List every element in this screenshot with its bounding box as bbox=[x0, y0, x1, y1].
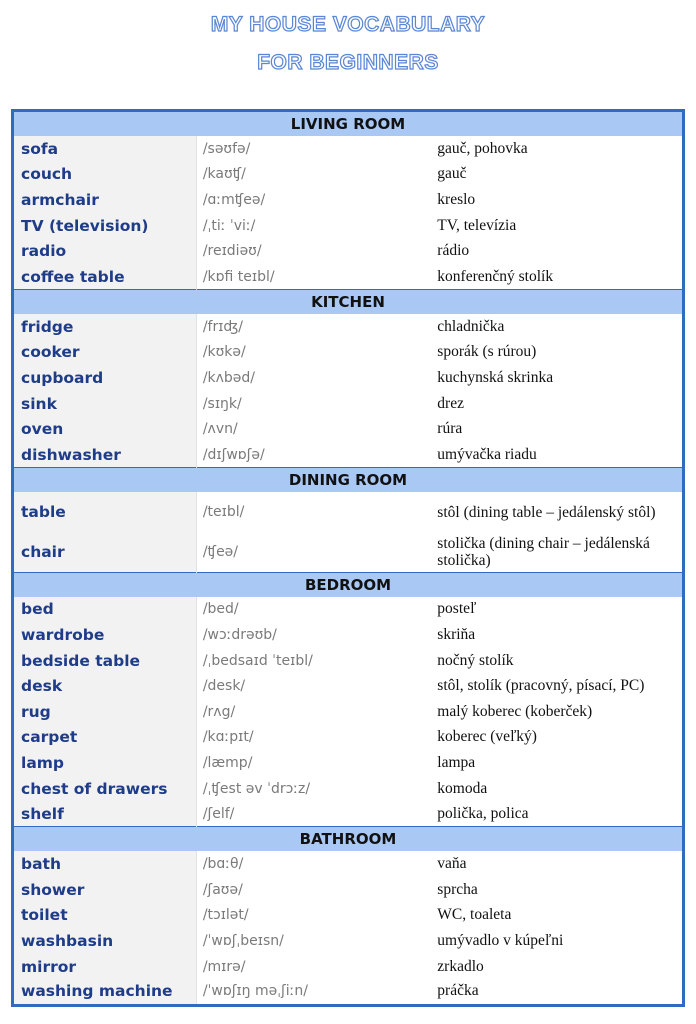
section-title: LIVING ROOM bbox=[13, 111, 684, 137]
pronunciation: /reɪdiəʊ/ bbox=[196, 238, 421, 264]
english-word: dishwasher bbox=[13, 442, 197, 468]
pronunciation: /dɪʃwɒʃə/ bbox=[196, 442, 421, 468]
pronunciation: /tɔɪlət/ bbox=[196, 903, 421, 929]
slovak-translation: komoda bbox=[437, 779, 488, 797]
pronunciation: /kɑːpɪt/ bbox=[196, 725, 421, 751]
slovak-translation: sprcha bbox=[437, 880, 478, 898]
english-word: coffee table bbox=[13, 264, 197, 290]
vocab-row bbox=[13, 416, 684, 442]
pronunciation: /bed/ bbox=[196, 597, 421, 623]
pronunciation: /ˌbedsaɪd ˈteɪbl/ bbox=[196, 648, 421, 674]
english-word: table bbox=[13, 492, 197, 532]
english-word: shelf bbox=[13, 801, 197, 827]
slovak-translation: umývačka riadu bbox=[437, 445, 537, 463]
pronunciation: /sɪŋk/ bbox=[196, 391, 421, 417]
slovak-translation: kuchynská skrinka bbox=[437, 369, 554, 387]
english-word: radio bbox=[13, 238, 197, 264]
english-word: washbasin bbox=[13, 928, 197, 954]
slovak-translation: polička, polica bbox=[437, 804, 529, 822]
slovak-translation: koberec (veľký) bbox=[437, 728, 537, 746]
section-title: KITCHEN bbox=[13, 290, 684, 315]
slovak-translation: kreslo bbox=[437, 190, 476, 208]
section-header bbox=[13, 290, 684, 315]
slovak-translation: malý koberec (koberček) bbox=[437, 702, 593, 720]
slovak-translation: vaňa bbox=[437, 855, 467, 873]
english-word: bath bbox=[13, 851, 197, 877]
pronunciation: /ʃelf/ bbox=[196, 801, 421, 827]
vocab-row bbox=[13, 532, 684, 572]
english-word: washing machine bbox=[13, 979, 197, 1005]
vocabulary-table-body bbox=[13, 111, 684, 1006]
slovak-translation: sporák (s rúrou) bbox=[437, 343, 537, 361]
english-word: bed bbox=[13, 597, 197, 623]
vocab-row bbox=[13, 391, 684, 417]
section-header bbox=[13, 468, 684, 493]
english-word: fridge bbox=[13, 314, 197, 340]
vocab-row bbox=[13, 673, 684, 699]
slovak-translation: chladnička bbox=[437, 317, 505, 335]
vocab-row bbox=[13, 648, 684, 674]
pronunciation: /ˌʧest əv ˈdrɔːz/ bbox=[196, 776, 421, 802]
slovak-translation: stôl, stolík (pracovný, písací, PC) bbox=[437, 677, 645, 695]
slovak-translation: práčka bbox=[437, 982, 479, 1000]
vocab-row bbox=[13, 750, 684, 776]
pronunciation: /ʌvn/ bbox=[196, 416, 421, 442]
slovak-translation: zrkadlo bbox=[437, 957, 484, 975]
english-word: shower bbox=[13, 877, 197, 903]
page-title-line-2: FOR BEGINNERS bbox=[257, 51, 439, 74]
english-word: sink bbox=[13, 391, 197, 417]
section-header bbox=[13, 111, 684, 137]
vocab-row bbox=[13, 776, 684, 802]
english-word: chest of drawers bbox=[13, 776, 197, 802]
vocab-row bbox=[13, 622, 684, 648]
english-word: armchair bbox=[13, 187, 197, 213]
pronunciation: /ʃaʊə/ bbox=[196, 877, 421, 903]
section-header bbox=[13, 827, 684, 852]
vocab-row bbox=[13, 365, 684, 391]
english-word: oven bbox=[13, 416, 197, 442]
slovak-translation: gauč bbox=[437, 165, 467, 183]
slovak-translation: konferenčný stolík bbox=[437, 267, 554, 285]
vocab-row bbox=[13, 162, 684, 188]
slovak-translation: TV, televízia bbox=[437, 216, 517, 234]
vocab-row bbox=[13, 954, 684, 980]
vocab-row bbox=[13, 699, 684, 725]
page-title-line-1: MY HOUSE VOCABULARY bbox=[210, 13, 486, 36]
pronunciation: /ˈwɒʃɪŋ məˌʃiːn/ bbox=[196, 979, 421, 1005]
vocabulary-table bbox=[11, 109, 685, 1007]
pronunciation: /desk/ bbox=[196, 673, 421, 699]
slovak-translation: gauč, pohovka bbox=[437, 139, 528, 157]
english-word: sofa bbox=[13, 136, 197, 162]
pronunciation: /ˈwɒʃˌbeɪsn/ bbox=[196, 928, 421, 954]
pronunciation: /ɑːmʧeə/ bbox=[196, 187, 421, 213]
english-word: carpet bbox=[13, 725, 197, 751]
pronunciation: /læmp/ bbox=[196, 750, 421, 776]
pronunciation: /kɒfi teɪbl/ bbox=[196, 264, 421, 290]
vocab-row bbox=[13, 903, 684, 929]
vocab-row bbox=[13, 136, 684, 162]
english-word: cooker bbox=[13, 340, 197, 366]
vocab-row bbox=[13, 213, 684, 239]
english-word: mirror bbox=[13, 954, 197, 980]
slovak-translation: nočný stolík bbox=[437, 651, 514, 669]
slovak-translation: umývadlo v kúpeľni bbox=[437, 932, 564, 950]
vocab-row bbox=[13, 492, 684, 532]
pronunciation: /kʌbəd/ bbox=[196, 365, 421, 391]
slovak-translation: stolička (dining chair – jedálenská stolička) bbox=[437, 534, 650, 569]
vocab-row bbox=[13, 801, 684, 827]
vocab-row bbox=[13, 597, 684, 623]
vocab-row bbox=[13, 314, 684, 340]
english-word: cupboard bbox=[13, 365, 197, 391]
vocab-row bbox=[13, 851, 684, 877]
pronunciation: /ʧeə/ bbox=[196, 532, 421, 572]
pronunciation: /kaʊʧ/ bbox=[196, 162, 421, 188]
section-title: BEDROOM bbox=[13, 572, 684, 597]
pronunciation: /kʊkə/ bbox=[196, 340, 421, 366]
slovak-translation: rúra bbox=[437, 420, 463, 438]
pronunciation: /ˌtiː ˈviː/ bbox=[196, 213, 421, 239]
pronunciation: /səʊfə/ bbox=[196, 136, 421, 162]
vocab-row bbox=[13, 264, 684, 290]
english-word: toilet bbox=[13, 903, 197, 929]
vocab-row bbox=[13, 928, 684, 954]
section-title: BATHROOM bbox=[13, 827, 684, 852]
english-word: desk bbox=[13, 673, 197, 699]
slovak-translation: WC, toaleta bbox=[437, 906, 512, 924]
pronunciation: /mɪrə/ bbox=[196, 954, 421, 980]
english-word: chair bbox=[13, 532, 197, 572]
section-title: DINING ROOM bbox=[13, 468, 684, 493]
slovak-translation: drez bbox=[437, 394, 464, 412]
vocab-row bbox=[13, 979, 684, 1005]
vocab-row bbox=[13, 238, 684, 264]
vocab-row bbox=[13, 442, 684, 468]
slovak-translation: posteľ bbox=[437, 600, 477, 618]
english-word: wardrobe bbox=[13, 622, 197, 648]
english-word: bedside table bbox=[13, 648, 197, 674]
slovak-translation: rádio bbox=[437, 242, 470, 260]
section-header bbox=[13, 572, 684, 597]
vocab-row bbox=[13, 725, 684, 751]
pronunciation: /rʌg/ bbox=[196, 699, 421, 725]
english-word: TV (television) bbox=[13, 213, 197, 239]
slovak-translation: stôl (dining table – jedálenský stôl) bbox=[437, 503, 656, 521]
english-word: lamp bbox=[13, 750, 197, 776]
english-word: couch bbox=[13, 162, 197, 188]
pronunciation: /bɑːθ/ bbox=[196, 851, 421, 877]
vocab-row bbox=[13, 877, 684, 903]
pronunciation: /teɪbl/ bbox=[196, 492, 421, 532]
slovak-translation: lampa bbox=[437, 753, 476, 771]
vocab-row bbox=[13, 187, 684, 213]
slovak-translation: skriňa bbox=[437, 626, 476, 644]
english-word: rug bbox=[13, 699, 197, 725]
pronunciation: /frɪʤ/ bbox=[196, 314, 421, 340]
vocab-row bbox=[13, 340, 684, 366]
pronunciation: /wɔːdrəʊb/ bbox=[196, 622, 421, 648]
